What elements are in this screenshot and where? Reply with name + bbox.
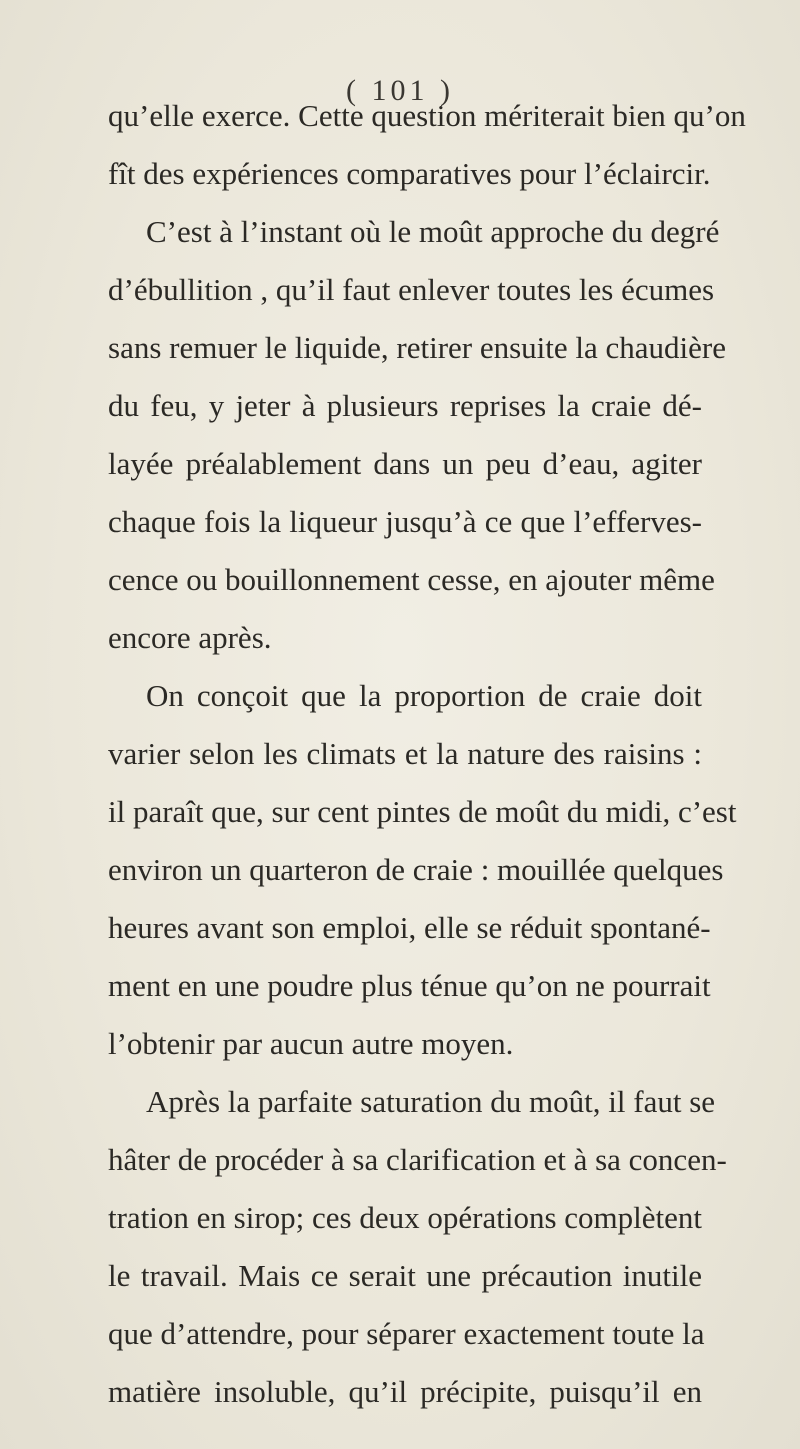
text-line-9: cence ou bouillonnement cesse, en ajouter même xyxy=(108,562,715,597)
text-line-18: Après la parfaite saturation du moût, il faut se xyxy=(146,1084,716,1119)
page-number-header: ( 101 ) xyxy=(346,74,454,107)
text-line-13: il paraît que, sur cent pintes de moût du midi, c’est xyxy=(108,794,737,829)
text-line-10: encore après. xyxy=(108,620,272,655)
text-line-14: environ un quarteron de craie : mouillée quelques xyxy=(108,852,724,887)
text-line-15: heures avant son emploi, elle se réduit spontané- xyxy=(108,910,711,945)
text-line-8: chaque fois la liqueur jusqu’à ce que l’efferves- xyxy=(108,504,702,539)
text-line-21: le travail. Mais ce serait une précaution inutile xyxy=(108,1258,702,1293)
text-line-12: varier selon les climats et la nature des raisins : xyxy=(108,736,702,771)
text-line-20: tration en sirop; ces deux opérations complètent xyxy=(108,1200,702,1235)
text-line-23: matière insoluble, qu’il précipite, puisqu’il en xyxy=(108,1374,702,1409)
text-line-19: hâter de procéder à sa clarification et à sa concen- xyxy=(108,1142,727,1177)
text-line-5: sans remuer le liquide, retirer ensuite la chaudière xyxy=(108,330,727,365)
text-line-16: ment en une poudre plus ténue qu’on ne pourrait xyxy=(108,968,711,1003)
text-line-2: fît des expériences comparatives pour l’éclaircir. xyxy=(108,156,711,191)
text-line-6: du feu, y jeter à plusieurs reprises la craie dé- xyxy=(108,388,702,423)
text-line-11: On conçoit que la proportion de craie doit xyxy=(146,678,702,713)
text-line-22: que d’attendre, pour séparer exactement toute la xyxy=(108,1316,705,1351)
text-line-4: d’ébullition , qu’il faut enlever toutes les écumes xyxy=(108,272,715,307)
text-line-17: l’obtenir par aucun autre moyen. xyxy=(108,1026,514,1061)
text-line-7: layée préalablement dans un peu d’eau, agiter xyxy=(108,446,702,481)
text-line-1: qu’elle exerce. Cette question mériterait bien qu’on xyxy=(108,98,746,133)
text-line-3: C’est à l’instant où le moût approche du degré xyxy=(146,214,720,249)
